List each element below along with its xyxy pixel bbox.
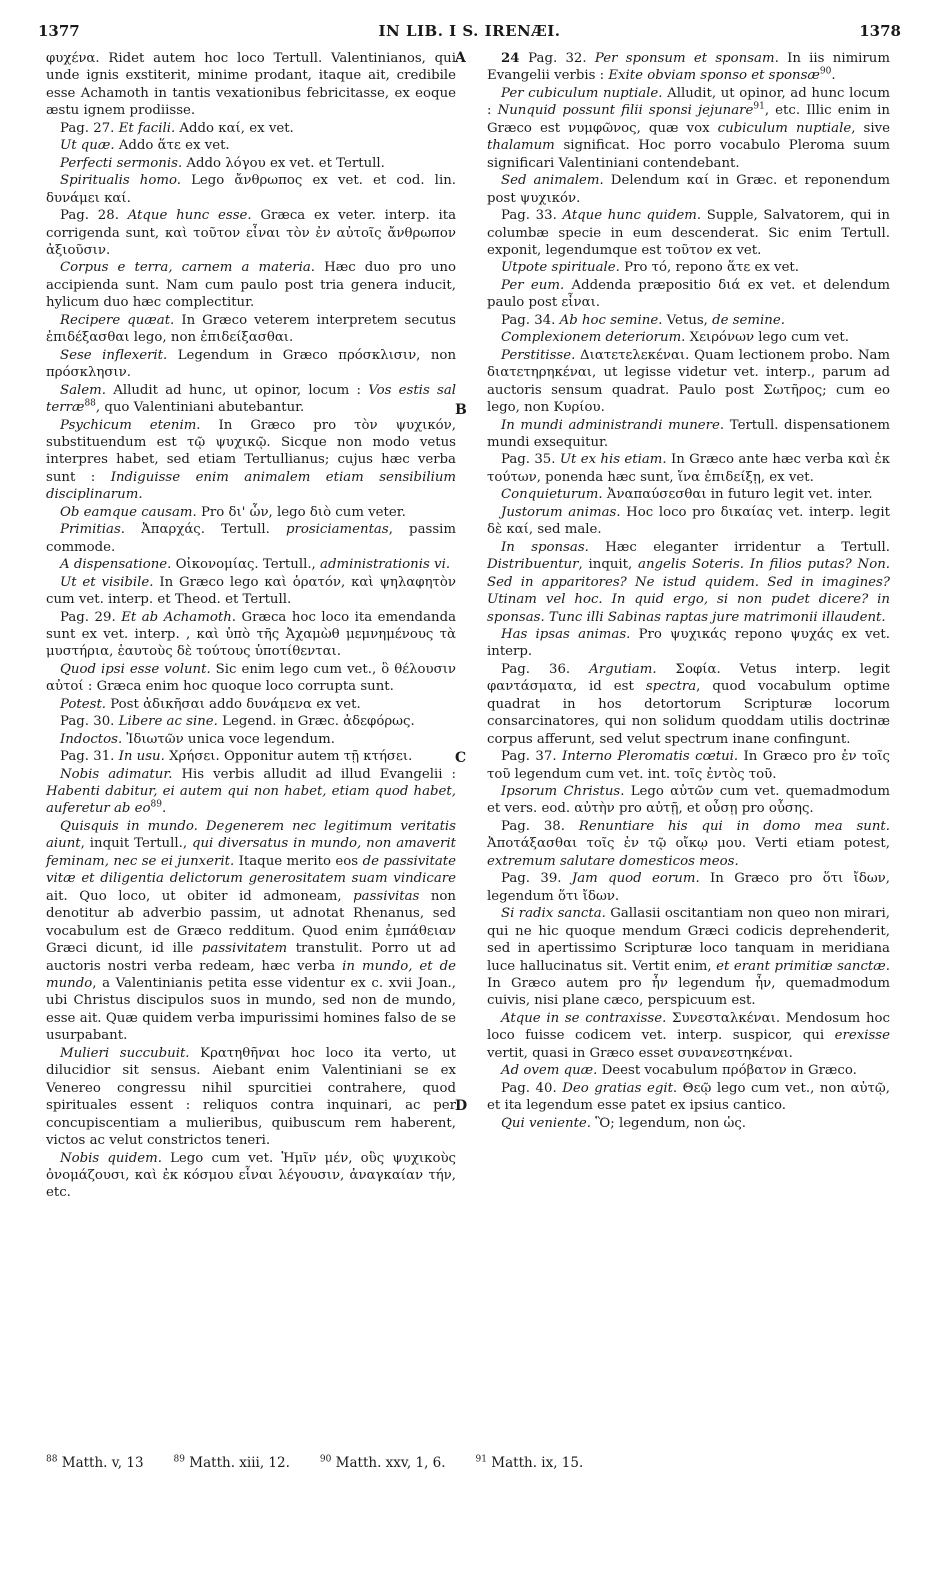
note-text: , a Valentinianis petita esse videntur ex c. xvii Joan., ubi Christus discipulos suos in mundo, sed non de mundo, esse ait. Quæ quidem verba impurissimi homines falso de se usurpabant.: [46, 976, 456, 1044]
note-paragraph: [487, 417, 890, 452]
lemma-text: Ipsorum Christus.: [501, 784, 625, 800]
note-text: Ἀποτάξασθαι τοῖς ἐν τῷ οἴκῳ μου. Verti etiam potest,: [487, 836, 890, 852]
lemma-text: Primitias.: [60, 522, 125, 538]
note-text: Θεῷ lego cum vet., non αὐτῷ, et ita legendum esse patet ex ipsius cantico.: [487, 1080, 890, 1114]
note-paragraph: [46, 382, 456, 417]
note-paragraph: [46, 312, 456, 347]
note-paragraph: [46, 521, 456, 556]
margin-letter-c: C: [455, 750, 467, 766]
lemma-text: Degenerem nec legitimum veritatis aiunt: [46, 818, 457, 852]
note-text: In Græco autem pro ἦν legendum ἦν, quemadmodum cuivis, nisi plane cæco, perspicuum est.: [487, 976, 890, 1009]
note-paragraph: [487, 347, 890, 417]
lemma-text: Complexionem deteriorum.: [501, 330, 686, 346]
note-text: In Græco ante hæc verba καὶ ἐκ τούτων, ponenda hæc sunt, ἵνα ἐπιδείξῃ, ex vet.: [487, 452, 891, 485]
note-paragraph: [487, 1115, 890, 1132]
note-text: , quod vocabulum optime quadrat in hos detortorum Scripturæ locorum consarcinatores, qui non solidum quoddam utilis doctrinæ corpus afferunt, sed velut spectrum inane confingunt.: [487, 679, 890, 747]
footnote: [174, 1455, 290, 1471]
note-paragraph: [46, 818, 456, 1045]
lemma-text: Ab hoc semine.: [559, 312, 663, 328]
note-text: Pag. 33.: [501, 208, 563, 224]
lemma-text: Indiguisse enim animalem etiam sensibilium disciplinarum.: [46, 469, 456, 503]
note-paragraph: [46, 1150, 456, 1202]
note-paragraph: [46, 609, 456, 661]
note-paragraph: [487, 451, 890, 486]
lemma-text: in mundo, et de mundo: [46, 958, 456, 992]
lemma-text: Argutiam.: [589, 661, 657, 677]
note-text: Græca ex veter. interp. ita corrigenda sunt, καὶ τοῦτον εἶναι τὸν ἐν αὐτοῖς ἄνθρωπον ἀξιοῦσιν.: [46, 208, 456, 258]
note-text: Legend. in Græc. ἀδεφόρως.: [217, 714, 415, 730]
lemma-text: Utpote spirituale.: [501, 260, 620, 276]
note-paragraph: [487, 661, 890, 748]
lemma-text: Atque hunc quidem.: [562, 208, 702, 224]
lemma-text: Et facili.: [118, 120, 176, 136]
note-paragraph: [46, 207, 456, 259]
note-text: Hæc duo pro uno accipienda sunt. Nam cum paulo post tria genera inducit, hylicum duo hæc complectitur.: [46, 260, 456, 311]
lemma-text: Habenti dabitur, ei autem qui non habet, etiam quod habet, auferetur ab eo: [46, 784, 456, 817]
note-text: Addenda præpositio διά ex vet. et delendum paulo post εἶναι.: [487, 277, 890, 311]
note-paragraph: [487, 870, 890, 905]
note-text: Sic enim lego cum vet., ὃ θέλουσιν αὐτοί : Græca enim hoc quoque loco corrupta sunt.: [46, 661, 457, 695]
note-text: ait. Quo loco, ut obiter id admoneam,: [46, 888, 354, 904]
note-text: Οἰκονομίας. Tertull.,: [171, 557, 321, 573]
note-text: In Græco pro τὸν ψυχικόν, substituendum est τῷ ψυχικῷ. Sicque non modo vetus interpres habet, sed etiam Tertullianus; cujus hæc verba sunt :: [46, 417, 456, 485]
note-text: Pag. 37.: [501, 749, 562, 765]
lemma-text: Perfecti sermonis.: [60, 155, 183, 171]
right-column: [487, 50, 890, 1132]
lemma-text: Has ipsas animas.: [501, 626, 631, 642]
lemma-text: cubiculum nuptiale: [717, 120, 852, 136]
note-paragraph: [487, 259, 890, 276]
lemma-text: passivitatem: [201, 941, 288, 957]
note-paragraph: [46, 120, 456, 137]
note-text: Delendum καί in Græc. et reponendum post ψυχικόν.: [487, 173, 890, 206]
lemma-text: Ut et visibile.: [60, 574, 154, 590]
note-text: Pag. 30.: [60, 714, 119, 730]
lemma-text: Renuntiare his qui in domo mea sunt.: [578, 818, 890, 834]
note-text: , quo Valentiniani abutebantur.: [95, 400, 305, 416]
lemma-text: Corpus e terra, carnem a materia.: [60, 260, 316, 276]
note-text: Κρατηθῆναι hoc loco ita verto, ut dilucidior sit sensus. Aiebant enim Valentiniani se ex Venereo congressu nihil spurcitiei contrahere, quod spirituales essent : reliquos contra inquinari, ac per concupiscentiam a mulieribus, quibuscum rem haberent, victos ac velut constrictos teneri.: [46, 1045, 456, 1149]
note-text: Tertull. dispensationem mundi exsequitur.: [487, 417, 890, 450]
note-text: , etc. Illic enim in Græco est νυμφῶνος, quæ vox: [487, 103, 890, 136]
lemma-text: angelis Soteris. In filios putas? Non. Sed in apparitores? Ne istud quidem. Sed in imagines? Utinam vel hoc. In quid ergo, si non pudet dicere? in sponsas. Tunc illi Sabinas raptas jure matrimonii illaudent.: [487, 557, 890, 625]
note-text: significat. Hoc porro vocabulo Pleroma suum significari Valentiniani contendebant.: [487, 138, 890, 171]
lemma-text: Nunquid possunt filii sponsi jejunare: [497, 103, 754, 119]
note-text: Alludit ad hunc, ut opinor, locum :: [106, 382, 369, 398]
lemma-text: extremum salutare domesticos meos.: [487, 853, 739, 869]
note-text: Χρήσει. Opponitur autem τῇ κτήσει.: [164, 749, 413, 765]
note-paragraph: [487, 312, 890, 329]
note-text: Pag. 34.: [501, 312, 560, 328]
note-text: .: [831, 68, 836, 84]
page-number-left: 1377: [38, 22, 80, 40]
note-text: Σοφία. Vetus interp. legit φαντάσματα, id est: [487, 661, 890, 695]
note-text: Deest vocabulum πρόβατον in Græco.: [597, 1063, 857, 1079]
note-text: Pag. 27.: [60, 120, 119, 136]
note-text: Post ἀδικῆσαι addo δυνάμενα ex vet.: [106, 696, 361, 712]
note-paragraph: [46, 155, 456, 172]
lemma-text: Per cubiculum nuptiale.: [501, 85, 663, 101]
note-text: vertit, quasi in Græco esset συνανεστηκέναι.: [487, 1045, 793, 1061]
lemma-text: Per sponsum et sponsam.: [594, 51, 779, 66]
note-text: Ἀναπαύσεσθαι in futuro legit vet. inter.: [602, 487, 873, 503]
note-text: Διατετελεκέναι. Quam lectionem probo. Nam διατετηρηκέναι, ut legisse videtur vet. interp., parum ad auctoris sensum quadrat. Paulo post Σωτῆρος; cum eo lego, non Κυρίου.: [487, 347, 890, 416]
note-text: Pag. 28.: [60, 208, 128, 224]
lemma-text: Et ab Achamoth.: [121, 609, 236, 625]
lemma-text: qui diversatus in mundo, non amaverit feminam, nec se ei junxerit.: [46, 836, 456, 869]
lemma-text: Deo gratias egit.: [562, 1080, 678, 1096]
footnote: [476, 1455, 584, 1471]
footnote: [320, 1455, 446, 1471]
lemma-text: Nobis adimatur.: [60, 766, 173, 782]
note-paragraph: [487, 748, 890, 783]
lemma-text: In sponsas.: [501, 539, 589, 555]
note-paragraph: [487, 1062, 890, 1079]
lemma-text: passivitas: [353, 888, 420, 904]
lemma-text: Potest.: [60, 696, 107, 712]
note-paragraph: [46, 713, 456, 730]
note-text: Græca hoc loco ita emendanda sunt ex vet. interp. , καὶ ὑπὸ τῆς Ἀχαμὼθ μεμνημένους τὰ μυστήρια, ἑαυτοὺς δὲ τούτους ὑποτίθενται.: [46, 609, 457, 660]
lemma-text: Libere ac sine.: [118, 714, 218, 730]
lemma-text: Jam quod eorum.: [571, 871, 700, 887]
note-text: Supple, Salvatorem, qui in columbæ specie in eum descenderat. Sic enim Tertull. exponit, legendumque est τοῦτον ex vet.: [487, 208, 890, 258]
note-paragraph: [46, 137, 456, 154]
note-text: Lego αὐτῶν cum vet. quemadmodum et vers. eod. αὐτὴν pro αὐτῇ, et οὖσῃ pro οὖσης.: [487, 784, 891, 817]
lemma-text: Atque in se contraxisse.: [501, 1010, 667, 1026]
lemma-text: Psychicum etenim.: [60, 417, 201, 433]
note-text: , inquit Tertull.,: [80, 836, 192, 852]
footnote-number: 89: [173, 1454, 185, 1465]
lemma-text: prosiciamentas: [285, 522, 389, 538]
lemma-text: Quod ipsi esse volunt.: [60, 661, 211, 677]
section-marker: 24: [501, 51, 529, 66]
note-paragraph: [46, 172, 456, 207]
footnotes: [46, 1455, 901, 1471]
note-paragraph: [46, 766, 456, 818]
lemma-text: et erant primitiæ sanctæ.: [716, 958, 890, 974]
note-text: Addo ἅτε ex vet.: [114, 138, 230, 154]
footnote-text: Matth. xxv, 1, 6.: [331, 1455, 446, 1471]
running-header: [38, 22, 901, 46]
note-text: Addo λόγου ex vet. et Tertull.: [182, 155, 385, 171]
note-text: Pag. 36.: [501, 661, 590, 677]
footnote: [46, 1455, 144, 1471]
note-text: Pag. 39.: [501, 871, 572, 887]
note-text: Pag. 32.: [528, 51, 595, 66]
footnote-number: 88: [46, 1454, 58, 1465]
lemma-text: Indoctos.: [60, 731, 123, 747]
footnote-text: Matth. ix, 15.: [487, 1455, 584, 1471]
lemma-text: Ut ex his etiam.: [559, 452, 667, 468]
note-text: In Græco lego καὶ ὁρατόν, καὶ ψηλαφητὸν cum vet. interp. et Theod. et Tertull.: [46, 574, 456, 608]
note-paragraph: [487, 818, 890, 870]
note-text: , inquit,: [578, 557, 639, 573]
note-text: Ridet autem hoc loco Tertull. Valentinianos, qui unde ignis exstiterit, minime prodant, itaque ait, credibile esse Achamoth in tantis vexationibus febricitasse, ex eoque æstu ignem prodiisse.: [46, 51, 456, 119]
footnote-ref: 89: [150, 800, 162, 811]
note-text: .: [162, 801, 167, 817]
note-paragraph: [46, 1045, 456, 1150]
note-text: In Græco pro ἐν τοῖς τοῦ legendum cum vet. int. τοῖς ἐντὸς τοῦ.: [487, 749, 891, 782]
note-text: Pag. 40.: [501, 1080, 563, 1096]
note-paragraph: [46, 661, 456, 696]
page-number-right: 1378: [859, 22, 901, 40]
lemma-text: Quisquis in mundo.: [60, 818, 198, 834]
lemma-text: A dispensatione.: [60, 557, 172, 573]
note-text: His verbis alludit ad illud Evangelii :: [172, 766, 456, 782]
lemma-text: thalamum: [487, 138, 555, 154]
running-title: IN LIB. I S. IRENÆI.: [378, 22, 561, 40]
note-text: Ἰδιωτῶν unica voce legendum.: [122, 731, 335, 747]
note-text: Pro δι' ὧν, lego διὸ cum veter.: [196, 504, 406, 520]
note-text: φυχένα.: [46, 51, 100, 66]
lemma-text: spectra: [645, 679, 697, 695]
lemma-text: Atque hunc esse.: [127, 208, 252, 224]
footnote-number: 91: [475, 1454, 487, 1465]
lemma-text: Ut quæ.: [60, 138, 115, 154]
lemma-text: Spiritualis homo.: [60, 173, 181, 189]
note-paragraph: [487, 486, 890, 503]
lemma-text: Ad ovem quæ.: [501, 1063, 598, 1079]
lemma-text: Justorum animas.: [501, 504, 621, 520]
left-column: [46, 50, 456, 1202]
lemma-text: de passivitate vitæ et diligentia delictorum generositatem suam vindicare: [46, 853, 456, 887]
lemma-text: Vos estis sal terræ: [46, 382, 457, 416]
note-text: Gallasii oscitantiam non queo non mirari, qui ne hic quoque mendum Græci codicis deprehenderit, sed in apertissimo Scripturæ loco tanquam in meridiana luce hallucinatus sit. Vertit enim,: [487, 906, 890, 974]
note-paragraph: [487, 1080, 890, 1115]
note-text: Hoc loco pro δικαίας vet. interp. legit δὲ καί, sed male.: [487, 504, 890, 538]
note-paragraph: [487, 50, 890, 85]
note-text: Pag. 35.: [501, 452, 560, 468]
margin-letter-d: D: [455, 1098, 468, 1114]
note-paragraph: [46, 259, 456, 311]
footnote-ref: 91: [753, 101, 765, 112]
note-text: Συνεσταλκέναι. Mendosum hoc loco fuisse codicem vet. interp. suspicor, qui: [487, 1010, 890, 1044]
note-paragraph: [487, 277, 890, 312]
note-text: transtulit. Porro ut ad auctoris nostri verba redeam, hæc verba: [46, 941, 456, 974]
lemma-text: Si radix sancta.: [501, 906, 606, 922]
note-paragraph: [46, 417, 456, 504]
note-text: Alludit, ut opinor, ad hunc locum :: [487, 85, 890, 119]
note-paragraph: [46, 504, 456, 521]
note-paragraph: [46, 574, 456, 609]
lemma-text: Exite obviam sponso et sponsæ: [608, 68, 820, 84]
note-paragraph: [487, 1010, 890, 1062]
note-paragraph: [46, 50, 456, 120]
lemma-text: In usu.: [118, 749, 165, 765]
lemma-text: Mulieri succubuit.: [60, 1045, 190, 1061]
lemma-text: Conquieturum.: [501, 487, 603, 503]
note-paragraph: [46, 748, 456, 765]
lemma-text: Per eum.: [501, 277, 565, 293]
note-paragraph: [46, 347, 456, 382]
footnote-text: Matth. xiii, 12.: [184, 1455, 290, 1471]
lemma-text: Interno Pleromatis cœtui.: [561, 749, 739, 765]
note-text: Itaque merito eos: [234, 853, 363, 869]
note-text: non denotitur ab adverbio passim, ut adnotat Rhenanus, sed vocabulum est de Græco redditum. Quod enim ἐμπάθειαν Græci dicunt, id ille: [46, 888, 456, 957]
lemma-text: de semine.: [712, 312, 785, 328]
note-paragraph: [46, 556, 456, 573]
lemma-text: In mundi administrandi munere.: [501, 417, 725, 433]
note-paragraph: [487, 172, 890, 207]
note-text: Addo καί, ex vet.: [175, 120, 294, 136]
lemma-text: Nobis quidem.: [60, 1150, 162, 1166]
note-text: , passim commode.: [46, 522, 456, 555]
note-text: In Græco pro ὅτι ἴδων, legendum ὅτι ἴδων.: [487, 871, 890, 904]
note-text: Lego ἄνθρωπος ex vet. et cod. lin. δυνάμει καί.: [46, 173, 456, 206]
note-text: Pro τό, repono ἅτε ex vet.: [619, 260, 800, 276]
note-text: Pro ψυχικάς repono ψυχάς ex vet. interp.: [487, 626, 890, 660]
note-text: Χειρόνων lego cum vet.: [685, 330, 849, 346]
lemma-text: Qui veniente.: [501, 1115, 592, 1131]
note-text: Hæc eleganter irridentur a Tertull.: [588, 539, 891, 555]
note-text: Pag. 31.: [60, 749, 119, 765]
note-paragraph: [487, 539, 890, 626]
margin-letter-a: A: [455, 50, 466, 66]
lemma-text: Sed animalem.: [501, 173, 604, 189]
lemma-text: Salem.: [60, 382, 106, 398]
footnote-ref: 90: [819, 67, 832, 78]
lemma-text: administrationis vi.: [320, 557, 451, 573]
note-paragraph: [487, 783, 890, 818]
note-text: [198, 819, 206, 834]
lemma-text: Perstitisse.: [501, 347, 576, 363]
note-text: In Græco veterem interpretem secutus ἐπιδέξασθαι lego, non ἐπιδείξασθαι.: [46, 312, 456, 346]
lemma-text: Recipere quæat.: [60, 312, 175, 328]
lemma-text: erexisse: [834, 1028, 890, 1044]
note-text: Lego cum vet. Ἡμῖν μέν, οὓς ψυχικοὺς ὀνομάζουσι, καὶ ἐκ κόσμου εἶναι λέγουσιν, ἀναγκαίαν τήν, etc.: [46, 1150, 456, 1201]
note-text: Ἀπαρχάς. Tertull.: [125, 522, 286, 538]
lemma-text: Ob eamque causam.: [60, 504, 197, 520]
note-paragraph: [487, 504, 890, 539]
note-paragraph: [46, 696, 456, 713]
note-text: Pag. 38.: [501, 818, 579, 834]
note-text: Legendum in Græco πρόσκλισιν, non πρόσκλησιν.: [46, 347, 457, 381]
margin-letter-b: B: [455, 402, 467, 418]
note-paragraph: [487, 905, 890, 1010]
lemma-text: Sese inflexerit.: [60, 347, 168, 363]
lemma-text: Distribuentur: [487, 557, 579, 573]
note-text: Ὃ; legendum, non ὡς.: [591, 1115, 747, 1131]
note-paragraph: [487, 329, 890, 346]
note-text: , sive: [851, 120, 890, 136]
note-paragraph: [487, 85, 890, 172]
footnote-text: Matth. v, 13: [57, 1455, 144, 1471]
footnote-number: 90: [319, 1454, 332, 1465]
note-text: Vetus,: [662, 312, 713, 328]
note-paragraph: [487, 626, 890, 661]
note-paragraph: [487, 207, 890, 259]
footnote-ref: 88: [84, 398, 96, 409]
note-text: In iis nimirum Evangelii verbis :: [487, 51, 890, 84]
note-paragraph: [46, 731, 456, 748]
note-text: Pag. 29.: [60, 609, 122, 625]
